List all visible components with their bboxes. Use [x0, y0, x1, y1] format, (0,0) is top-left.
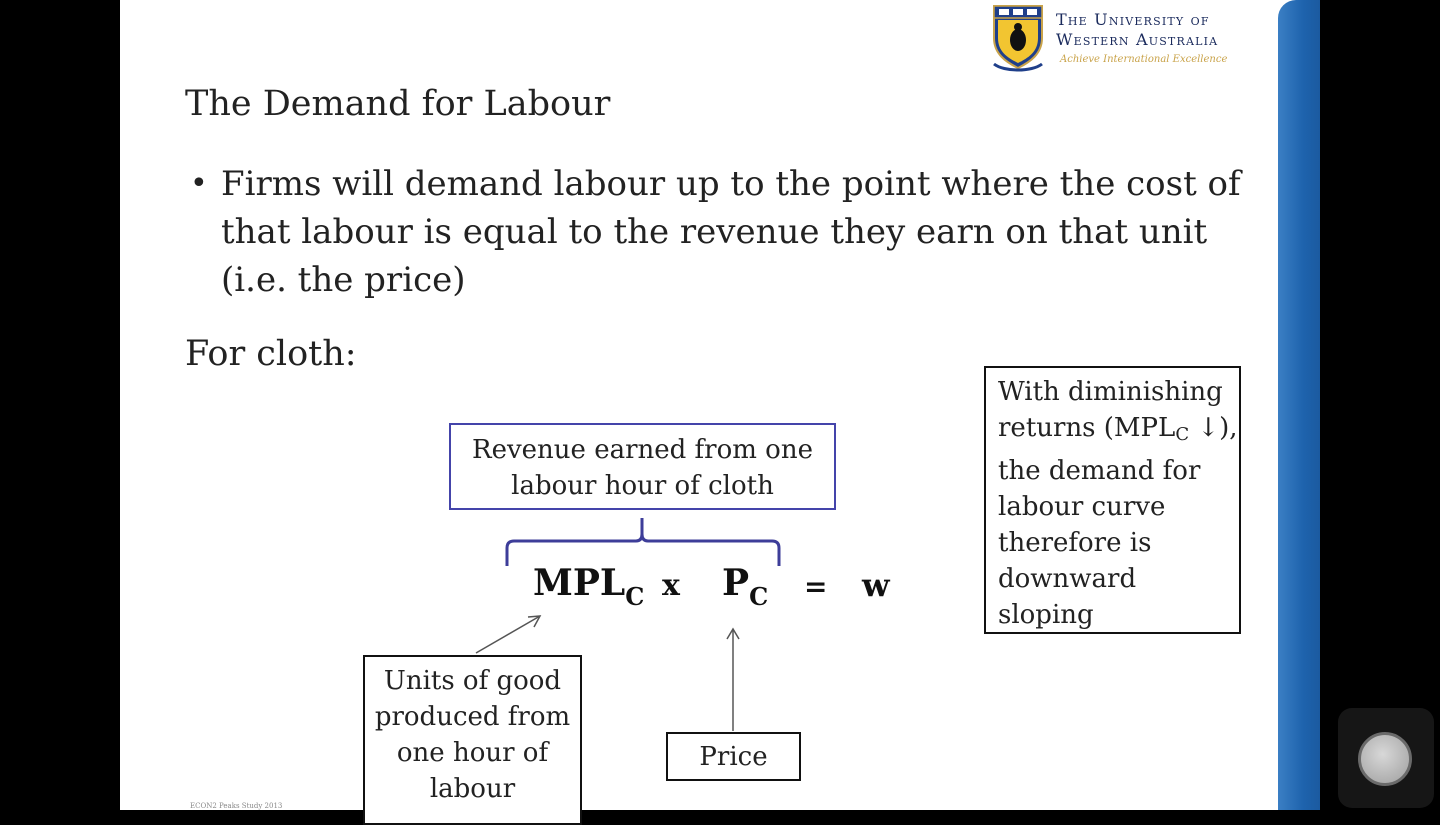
- equation-mpl: $MPL_C$: [533, 562, 645, 611]
- units-arrow: [476, 616, 540, 653]
- side-note-subscript: C: [1175, 424, 1190, 445]
- units-box-line1: Units of good: [383, 666, 562, 696]
- side-note-line1: With diminishing: [998, 377, 1223, 407]
- equation-price: $P_C$: [722, 562, 769, 611]
- equation-mpl-subscript: C: [625, 582, 645, 611]
- record-circle-icon: [1358, 732, 1412, 786]
- revenue-box-line1: Revenue earned from one: [472, 435, 813, 465]
- equation-equals: =: [804, 570, 828, 603]
- brace-shape: [507, 518, 779, 566]
- side-note-box: [984, 366, 1241, 634]
- units-box-line4: labour: [429, 774, 516, 804]
- slide-footer: ECON2 Peaks Study 2013: [190, 802, 283, 810]
- equation-wage: w: [862, 566, 890, 604]
- side-note-line4: labour curve: [998, 492, 1166, 522]
- university-name-line2: Western Australia: [1056, 30, 1219, 49]
- slide-title: The Demand for Labour: [185, 84, 611, 124]
- revenue-box-line2: labour hour of cloth: [511, 471, 774, 501]
- side-note-line6: downward sloping: [998, 564, 1137, 630]
- units-box: [363, 655, 582, 825]
- university-motto: Achieve International Excellence: [1060, 54, 1228, 65]
- price-box: Price: [666, 732, 801, 781]
- equation-price-subscript: C: [749, 582, 769, 611]
- subheading-cloth: For cloth:: [185, 334, 357, 374]
- side-note-line5: therefore is: [998, 528, 1152, 558]
- units-box-line3: one hour of: [396, 738, 549, 768]
- units-box-line2: produced from: [374, 702, 571, 732]
- record-button[interactable]: [1338, 708, 1434, 808]
- bullet-text: Firms will demand labour up to the point where the cost of that labour is equal to the revenue they earn on that unit (i.e. the price): [221, 164, 1241, 300]
- side-note-line2: returns ($MPL_C$ ↓),: [998, 413, 1238, 445]
- side-note-line3: the demand for: [998, 456, 1201, 486]
- equation-times: x: [662, 568, 680, 603]
- bullet-dot-icon: •: [190, 166, 208, 201]
- university-name-line1: The University of: [1056, 10, 1210, 29]
